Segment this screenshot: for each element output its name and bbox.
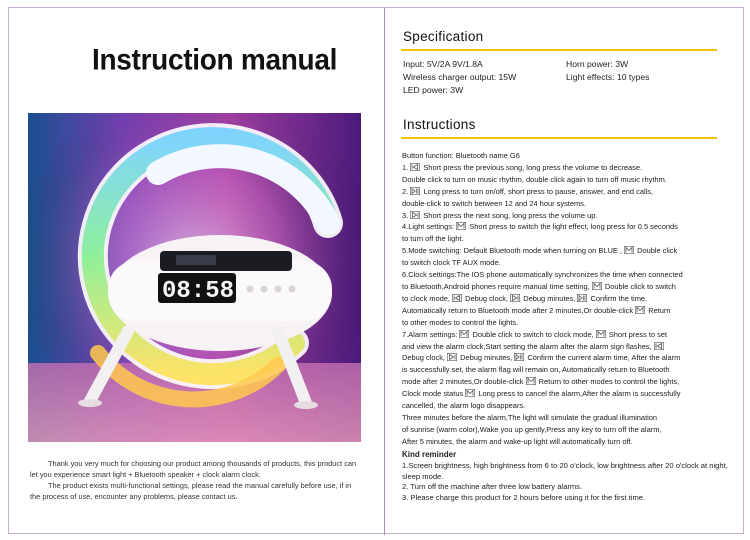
instr-line: and view the alarm clock,Start setting the alarm after the alarm sign flashes, <box>402 341 732 353</box>
kind-item: 1.Screen brightness, high brightness from 6 to 20 o'clock, low brightness after 20 o'clock at night, sleep mode. <box>402 460 728 481</box>
play-pause-icon <box>410 187 420 195</box>
instr-line: to clock mode, Debug clock, Debug minutes, Confirm the time. <box>402 293 648 303</box>
instr-line: Automatically return to Bluetooth mode after 2 minutes,Or double-click Return <box>402 305 671 315</box>
intro-paragraph-1: Thank you very much for choosing our product among thousands of products, this product can let you experience smart light + Bluetooth speaker + clock alarm clock. <box>30 459 357 479</box>
specification-heading: Specification <box>403 29 484 44</box>
prev-icon <box>410 163 420 171</box>
device-button-mode <box>289 286 296 293</box>
instr-line: 3. Short press the next song, long press the volume up. <box>402 210 598 220</box>
spec-horn-power: Horn power: 3W <box>566 59 629 69</box>
instr-line: to turn off the light. <box>402 234 464 244</box>
page-title: Instruction manual <box>92 43 338 76</box>
spec-row <box>403 84 723 97</box>
instr-line: mode after 2 minutes,Or double-click Return to other modes to control the lights, <box>402 377 680 387</box>
instructions-underline <box>401 137 717 139</box>
spec-wireless-output: Wireless charger output: 15W <box>403 72 517 82</box>
prev-icon <box>654 342 664 350</box>
instr-line: 2. Long press to turn on/off, short press to pause, answer, and end calls, <box>402 186 654 196</box>
instr-line: is successfully set, the alarm flag will remain on, Automatically return to Bluetooth <box>402 365 670 375</box>
next-icon <box>510 294 520 302</box>
instr-line: cancelled, the alarm logo disappears. <box>402 401 526 411</box>
prev-icon <box>452 294 462 302</box>
device-button-prev <box>247 286 254 293</box>
mode-icon <box>526 377 536 385</box>
clock-display: 08:58 <box>162 278 235 305</box>
next-icon <box>447 353 457 361</box>
instr-line: Button function: Bluetooth name G6 <box>402 151 520 160</box>
device-button-next <box>275 286 282 293</box>
mode-icon <box>624 246 634 254</box>
mode-icon <box>459 330 469 338</box>
instr-line: 5.Mode switching: Default Bluetooth mode when turning on BLUE , Double click <box>402 246 678 256</box>
kind-item: 2. Turn off the machine after three low battery alarms. <box>402 482 583 492</box>
page-divider <box>384 8 385 535</box>
spec-row <box>403 71 723 84</box>
instr-line: to switch clock TF AUX mode. <box>402 258 501 268</box>
device-button-play <box>261 286 268 293</box>
spec-light-effects: Light effects: 10 types <box>566 72 650 82</box>
spec-row <box>403 58 723 71</box>
kind-item: 3. Please charge this product for 2 hours before using it for the first time. <box>402 493 646 503</box>
instr-line: of sunrise (warm color),Wake you up gently,Press any key to turn off the alarm, <box>402 424 662 434</box>
specification-underline <box>401 49 717 51</box>
mode-icon <box>465 389 475 397</box>
kind-reminder <box>402 450 732 504</box>
specification-list <box>403 58 723 97</box>
mode-icon <box>592 282 602 290</box>
instructions-heading: Instructions <box>403 117 476 132</box>
next-icon <box>410 211 420 219</box>
intro-text <box>30 458 360 502</box>
spec-led-power: LED power: 3W <box>403 85 464 95</box>
mode-icon <box>596 330 606 338</box>
mode-icon <box>635 306 645 314</box>
instr-line: to other modes to control the lights. <box>402 317 519 327</box>
instructions-body <box>402 150 732 448</box>
instr-line: Double click to turn on music rhythm, double click again to turn off music rhythm. <box>402 174 667 184</box>
instr-line: After 5 minutes, the alarm and wake-up light will automatically turn off. <box>402 436 633 446</box>
instr-line: Three minutes before the alarm,The light will simulate the gradual illumination <box>402 412 658 422</box>
kind-reminder-title: Kind reminder <box>402 450 457 459</box>
play-pause-icon <box>514 353 524 361</box>
intro-paragraph-2: The product exists multi-functional settings, please read the manual carefully before use, if in the process of use, encounter any problems, please contact us. <box>30 481 352 501</box>
play-pause-icon <box>577 294 587 302</box>
instr-line: 4.Light settings: Short press to switch the light effect, long press for 0.5 seconds <box>402 222 678 232</box>
instr-line: 6.Clock settings:The IOS phone automatically synchronizes the time when connected <box>402 270 683 280</box>
instr-line: Debug clock, Debug minutes, Confirm the current alarm time, After the alarm <box>402 353 681 363</box>
instr-line: to Bluetooth,Android phones require manual time setting, Double click to switch <box>402 281 676 291</box>
instr-line: 1. Short press the previous song, long press the volume to decrease. <box>402 162 643 172</box>
mode-icon <box>456 222 466 230</box>
instr-line: double-click to switch between 12 and 24 hour systems. <box>402 198 586 208</box>
product-photo <box>28 113 361 442</box>
instr-line: 7.Alarm settings: Double click to switch to clock mode, Short press to set <box>402 329 668 339</box>
instr-line: Clock mode status Long press to cancel the alarm,After the alarm is successfully <box>402 389 681 399</box>
spec-input: Input: 5V/2A 9V/1.8A <box>403 59 483 69</box>
